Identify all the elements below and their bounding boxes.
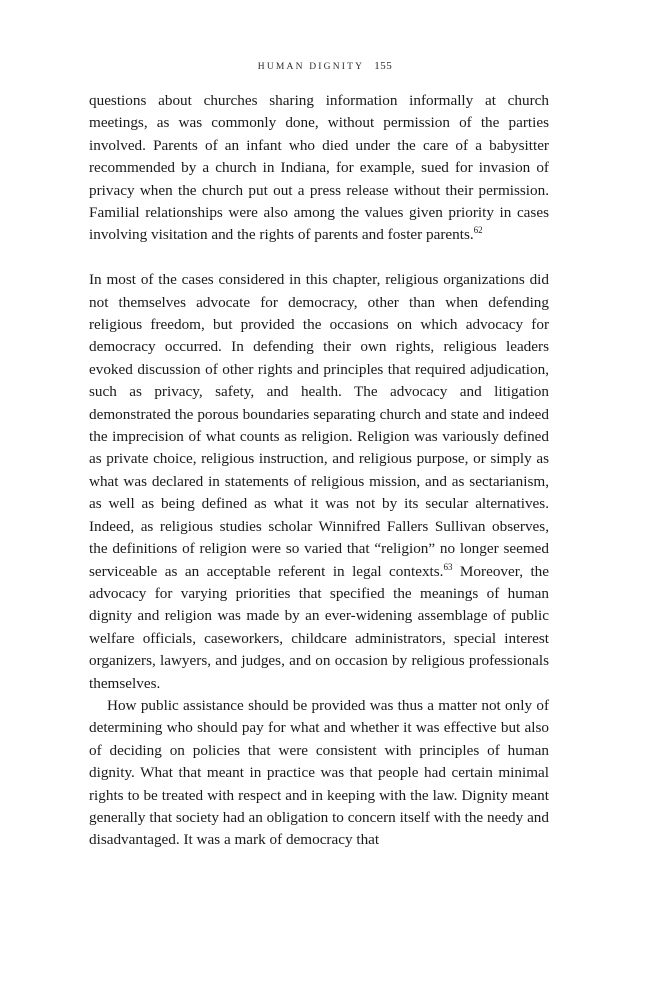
running-head-title: HUMAN DIGNITY <box>257 62 365 72</box>
paragraph-3-text: How public assistance should be provided was thus a matter not only of determining who should pay for what and whether it was effective but also of deciding on policies that were consistent with principles of human dignity. What that meant in practice was that people had certain minimal rights to be treated with respect and in keeping with the law. Dignity meant generally that society had an obligation to concern itself with the needy and disadvantaged. It was a mark of democracy that <box>89 696 549 849</box>
paragraph-1 <box>89 90 549 247</box>
paragraph-2-text-continued: Moreover, the advocacy for varying priorities that specified the meanings of human dignity and religion was made by an ever-widening assemblage of public welfare officials, caseworkers, childcare administrators, special interest organizers, lawyers, and judges, and on occasion by religious professionals themselves. <box>89 562 549 692</box>
page-number: 155 <box>374 60 393 72</box>
paragraph-2 <box>89 269 549 695</box>
paragraph-1-text: questions about churches sharing information informally at church meetings, as was commonly done, without permission of the parties involved. Parents of an infant who died under the care of a babysitter recommended by a church in Indiana, for example, sued for invasion of privacy when the church put out a press release without their permission. Familial relationships were also among the values given priority in cases involving visitation and the rights of parents and foster parents. <box>89 92 549 244</box>
running-head <box>0 60 650 72</box>
body-text <box>89 90 549 852</box>
paragraph-2-text: In most of the cases considered in this chapter, religious organizations did not themselves advocate for democracy, other than when defending religious freedom, but provided the occasions on which advocacy for democracy occurred. In defending their own rights, religious leaders evoked discussion of other rights and principles that required adjudication, such as privacy, safety, and health. The advocacy and litigation demonstrated the porous boundaries separating church and state and indeed the imprecision of what counts as religion. Religion was variously defined as private choice, religious instruction, and religious purpose, or simply as what was declared in statements of religious mission, and as sectarianism, as well as being defined as what it was not by its secular alternatives. Indeed, as religious studies scholar Winnifred Fallers Sullivan observes, the definitions of religion were so varied that “religion” no longer seemed serviceable as an acceptable referent in legal contexts. <box>89 271 549 580</box>
footnote-ref-63: 63 <box>443 561 453 572</box>
footnote-ref-62: 62 <box>473 225 483 236</box>
paragraph-3 <box>89 695 549 852</box>
